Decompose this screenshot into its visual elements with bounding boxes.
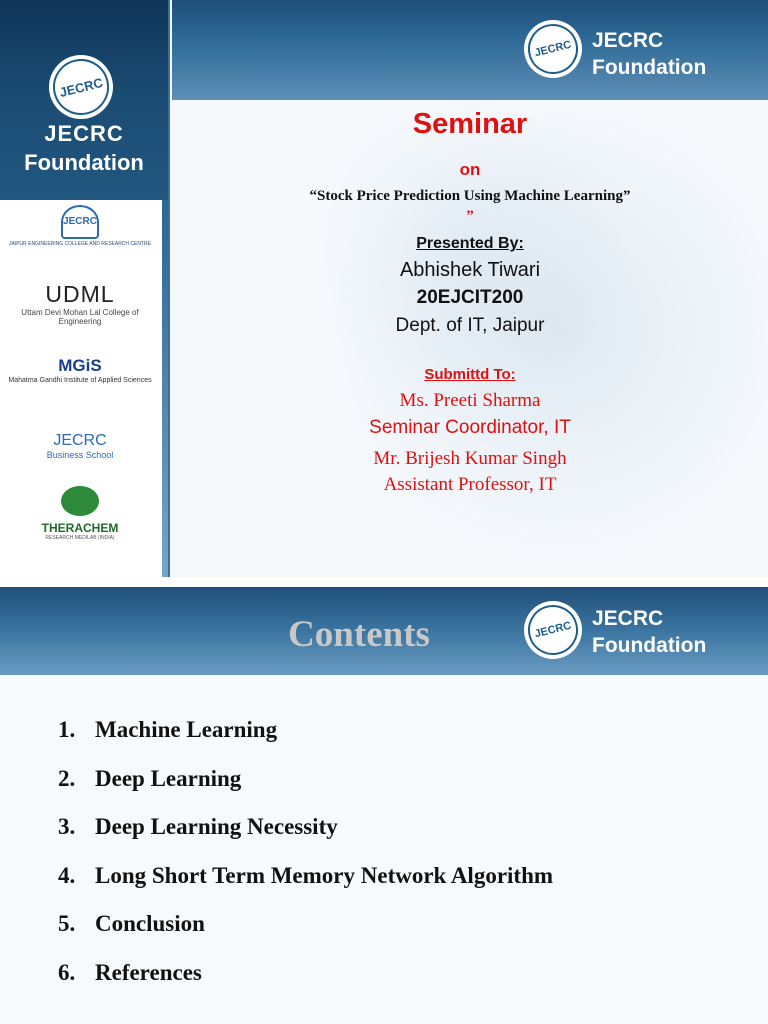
sidebar-header: [0, 0, 168, 200]
list-item-label: Machine Learning: [95, 717, 278, 742]
list-item: [58, 717, 553, 766]
banner-brand-line1: JECRC: [592, 29, 664, 52]
list-item-label: References: [95, 959, 202, 985]
list-item-label: Deep Learning Necessity: [95, 814, 338, 839]
list-item-label: Conclusion: [95, 911, 205, 936]
submitted-to-label: Submittd To:: [424, 366, 516, 383]
coordinator1-name: Ms. Preeti Sharma: [399, 390, 541, 411]
contents-title: Contents: [288, 614, 430, 655]
list-item-number: 5.: [58, 911, 76, 936]
list-item-number: 6.: [58, 959, 76, 985]
sidebar-brand-line2: Foundation: [24, 150, 144, 175]
list-item-number: 1.: [58, 717, 76, 742]
list-item: [58, 814, 553, 863]
list-item-label: Deep Learning: [95, 765, 242, 791]
topic-closing-quote: ”: [466, 208, 474, 224]
jecrc-badge-icon: JECRC: [524, 20, 582, 78]
slide-title: Seminar: [412, 108, 528, 140]
banner-brand: [592, 605, 706, 659]
institution-caption: RESEARCH MEDILAB (INDIA): [45, 535, 115, 541]
list-item-label: Long Short Term Memory Network Algorithm: [95, 862, 554, 888]
contents-slide: [0, 587, 768, 1024]
institution-caption: JAIPUR ENGINEERING COLLEGE AND RESEARCH CENTRE: [9, 241, 151, 247]
coordinator1-role: Seminar Coordinator, IT: [369, 417, 571, 438]
institution-name: THERACHEM: [41, 521, 119, 535]
banner-brand-line2: Foundation: [592, 634, 707, 657]
jecrc-badge-icon: JECRC: [49, 55, 113, 119]
contents-banner: [0, 587, 768, 675]
list-item-number: 4.: [58, 862, 76, 888]
top-banner: [172, 0, 768, 100]
institution-caption: Mahatma Gandhi Institute of Applied Sciences: [8, 377, 152, 384]
contents-list: [58, 717, 553, 1008]
jecrc-college-logo-icon: JECRC: [61, 205, 99, 239]
presenter-name: Abhishek Tiwari: [399, 259, 541, 281]
presenter-roll-number: 20EJCIT200: [416, 287, 524, 308]
list-item: [58, 863, 553, 912]
sidebar: [0, 0, 170, 577]
therachem-logo-icon: [61, 486, 99, 516]
institution-name: MGiS: [58, 356, 102, 375]
list-item-number: 3.: [58, 814, 76, 839]
banner-brand-line2: Foundation: [592, 56, 707, 79]
sidebar-accent-strip: [162, 200, 168, 577]
institution-name: JECRC: [53, 432, 107, 449]
coordinator2-name: Mr. Brijesh Kumar Singh: [373, 448, 567, 469]
list-item: [58, 960, 553, 1009]
list-item-number: 2.: [58, 765, 76, 791]
banner-brand-line1: JECRC: [592, 607, 664, 630]
institution-caption: Business School: [46, 450, 114, 460]
sidebar-brand-line1: JECRC: [44, 121, 124, 146]
list-item: [58, 766, 553, 815]
jecrc-badge-icon: JECRC: [524, 601, 582, 659]
banner-brand: [592, 27, 706, 81]
coordinator2-role: Assistant Professor, IT: [383, 474, 557, 495]
presenter-department: Dept. of IT, Jaipur: [395, 315, 545, 336]
institution-mgis: [0, 356, 160, 385]
institution-caption: Uttam Devi Mohan Lal College of Engineering: [21, 308, 139, 326]
institution-udml: [0, 281, 160, 326]
seminar-topic: “Stock Price Prediction Using Machine Learning”: [309, 188, 631, 204]
list-item: [58, 911, 553, 960]
institution-jecrc-business-school: [0, 432, 160, 460]
presented-by-label: Presented By:: [416, 235, 524, 252]
institution-therachem: [0, 486, 160, 541]
institution-jecrc: [0, 205, 160, 247]
on-label: on: [459, 160, 481, 179]
institution-name: UDML: [45, 281, 115, 307]
